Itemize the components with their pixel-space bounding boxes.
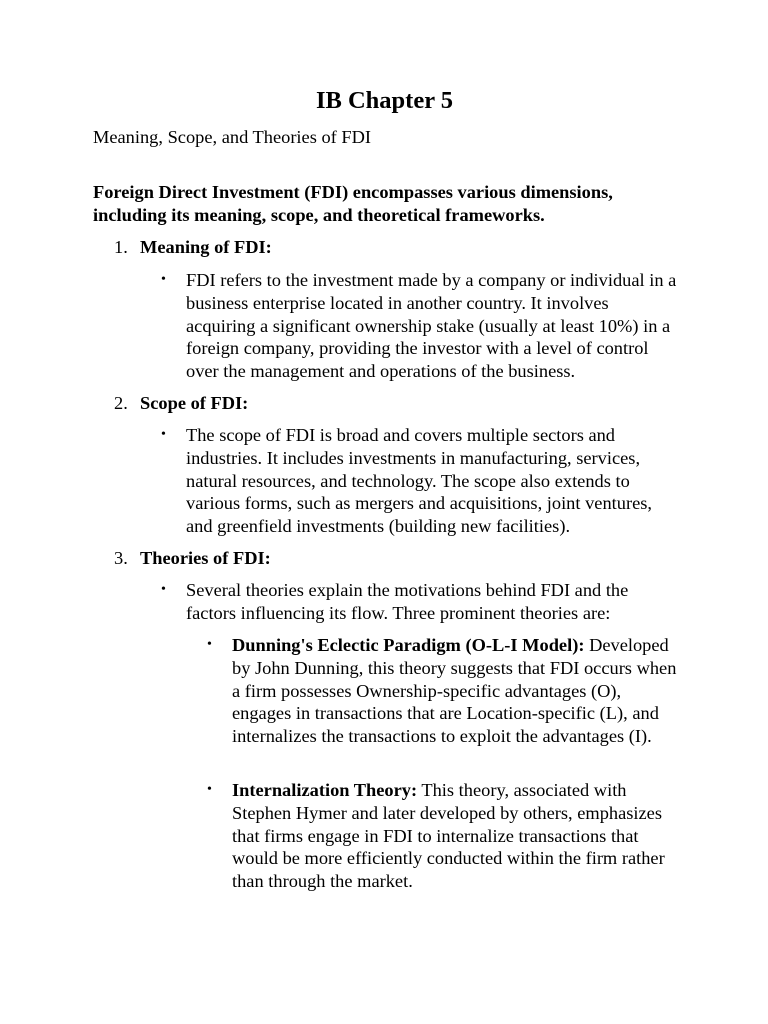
bullet-icon: • (207, 782, 212, 797)
bullet-icon: • (207, 637, 212, 652)
section-heading (93, 392, 683, 415)
section-title: Theories of FDI: (140, 548, 271, 568)
intro-paragraph: Foreign Direct Investment (FDI) encompasses various dimensions, including its meaning, scope, and theoretical frameworks. (93, 182, 613, 225)
bullet-text: Several theories explain the motivations behind FDI and the factors influencing its flow. Three prominent theories are: (186, 580, 629, 623)
section-heading (93, 236, 683, 259)
section-meaning-bullet (161, 269, 680, 383)
section-theories-bullet (161, 579, 680, 625)
section-scope-bullet (161, 424, 680, 538)
section-title: Scope of FDI: (140, 393, 249, 413)
document-subtitle: Meaning, Scope, and Theories of FDI (93, 127, 372, 147)
section-number: 1. (114, 237, 128, 257)
section-meaning (93, 236, 683, 259)
bullet-icon: • (161, 582, 166, 597)
theory-internalization (207, 779, 683, 893)
section-number: 2. (114, 393, 128, 413)
section-scope (93, 392, 683, 415)
section-theories (93, 547, 683, 570)
theory-name: Dunning's Eclectic Paradigm (O-L-I Model): (232, 635, 585, 655)
theory-name: Internalization Theory: (232, 780, 418, 800)
section-number: 3. (114, 548, 128, 568)
bullet-icon: • (161, 272, 166, 287)
section-heading (93, 547, 683, 570)
theory-eclectic-paradigm (207, 634, 683, 748)
theory-text: Developed by John Dunning, this theory suggests that FDI occurs when a firm possesses Ownership-specific advantages (O), engages in transactions that are Location-specific (L), and internalizes the transactions to exploit the advantages (I). (232, 635, 677, 747)
bullet-text: The scope of FDI is broad and covers multiple sectors and industries. It includes investments in manufacturing, services, natural resources, and technology. The scope also extends to various forms, such as mergers and acquisitions, joint ventures, and greenfield investments (building new facilities). (186, 425, 652, 537)
bullet-icon: • (161, 427, 166, 442)
section-title: Meaning of FDI: (140, 237, 272, 257)
bullet-text: FDI refers to the investment made by a company or individual in a business enterprise located in another country. It involves acquiring a significant ownership stake (usually at least 10%) in a foreign company, providing the investor with a level of control over the management and operations of the business. (186, 270, 677, 382)
theory-text: This theory, associated with Stephen Hymer and later developed by others, emphasizes that firms engage in FDI to internalize transactions that would be more efficiently conducted within the firm rather than through the market. (232, 780, 665, 892)
document-title: IB Chapter 5 (315, 87, 454, 114)
